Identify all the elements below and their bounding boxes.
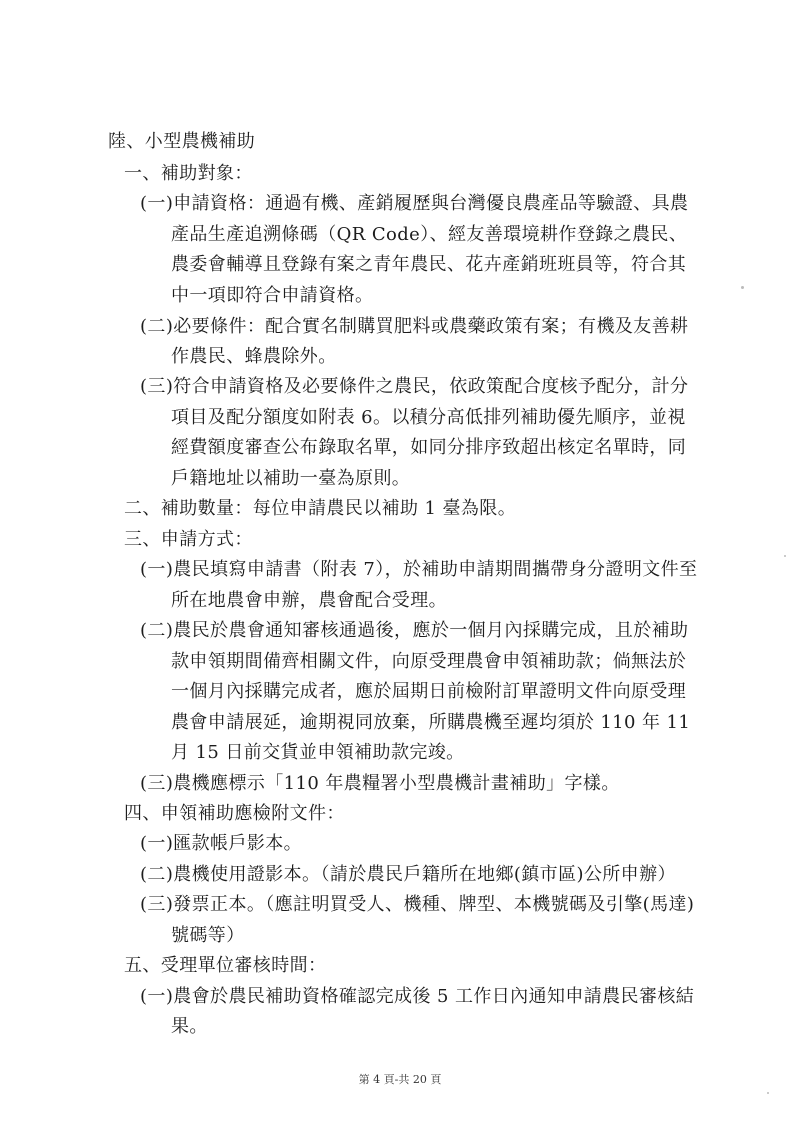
item-machine-certificate-copy: (二)農機使用證影本。（請於農民戶籍所在地鄉(鎮市區)公所申辦）	[140, 864, 676, 885]
scan-speck	[741, 286, 744, 289]
item-scoring-line-4: 戶籍地址以補助一臺為原則。	[171, 468, 411, 489]
item-eligibility-line-1: (一)申請資格：通過有機、產銷履歷與台灣優良農產品等驗證、具農	[140, 193, 689, 214]
item-scoring-line-1: (三)符合申請資格及必要條件之農民，依政策配合度核予配分，計分	[140, 376, 689, 397]
item-purchase-line-4: 農會申請展延，逾期視同放棄，所購農機至遲均須於 110 年 11	[171, 712, 691, 733]
heading-required-documents: 四、申領補助應檢附文件：	[124, 803, 345, 824]
item-purchase-line-1: (二)農民於農會通知審核通過後，應於一個月內採購完成，且於補助	[140, 620, 689, 641]
scan-speck	[767, 1092, 769, 1094]
item-invoice-line-2: 號碼等）	[171, 925, 245, 946]
item-purchase-line-2: 款申領期間備齊相關文件，向原受理農會申領補助款；倘無法於	[171, 651, 687, 672]
heading-application-method: 三、申請方式：	[124, 529, 253, 550]
item-application-form-line-1: (一)農民填寫申請書（附表 7），於補助申請期間攜帶身分證明文件至	[140, 559, 698, 580]
item-eligibility-line-3: 農委會輔導且登錄有案之青年農民、花卉產銷班班員等，符合其	[171, 254, 687, 275]
section-title: 陸、小型農機補助	[108, 131, 256, 152]
scan-speck	[784, 555, 786, 557]
item-invoice-line-1: (三)發票正本。（應註明買受人、機種、牌型、本機號碼及引擎(馬達)	[140, 894, 695, 915]
item-requirements-line-2: 作農民、蜂農除外。	[171, 346, 337, 367]
item-bank-account-copy: (一)匯款帳戶影本。	[140, 833, 303, 854]
item-labeling-line-1: (三)農機應標示「110 年農糧署小型農機計畫補助」字樣。	[140, 773, 620, 794]
item-eligibility-line-4: 中一項即符合申請資格。	[171, 285, 374, 306]
item-scoring-line-3: 經費額度審查公布錄取名單，如同分排序致超出核定名單時，同	[171, 437, 687, 458]
item-review-notice-line-1: (一)農會於農民補助資格確認完成後 5 工作日內通知申請農民審核結	[140, 986, 695, 1007]
heading-subsidy-quantity: 二、補助數量：每位申請農民以補助 1 臺為限。	[124, 498, 517, 519]
item-scoring-line-2: 項目及配分額度如附表 6。以積分高低排列補助優先順序，並視	[171, 407, 686, 428]
heading-subsidy-target: 一、補助對象：	[124, 163, 253, 184]
item-review-notice-line-2: 果。	[171, 1016, 208, 1037]
item-purchase-line-5: 月 15 日前交貨並申領補助款完竣。	[171, 742, 465, 763]
item-eligibility-line-2: 產品生產追溯條碼（QR Code）、經友善環境耕作登錄之農民、	[171, 224, 688, 245]
item-purchase-line-3: 一個月內採購完成者，應於屆期日前檢附訂單證明文件向原受理	[171, 681, 687, 702]
item-requirements-line-1: (二)必要條件：配合實名制購買肥料或農藥政策有案；有機及友善耕	[140, 316, 689, 337]
heading-review-time: 五、受理單位審核時間：	[124, 955, 327, 976]
page-number-footer: 第 4 頁-共 20 頁	[358, 1073, 442, 1086]
item-application-form-line-2: 所在地農會申辦，農會配合受理。	[171, 590, 447, 611]
